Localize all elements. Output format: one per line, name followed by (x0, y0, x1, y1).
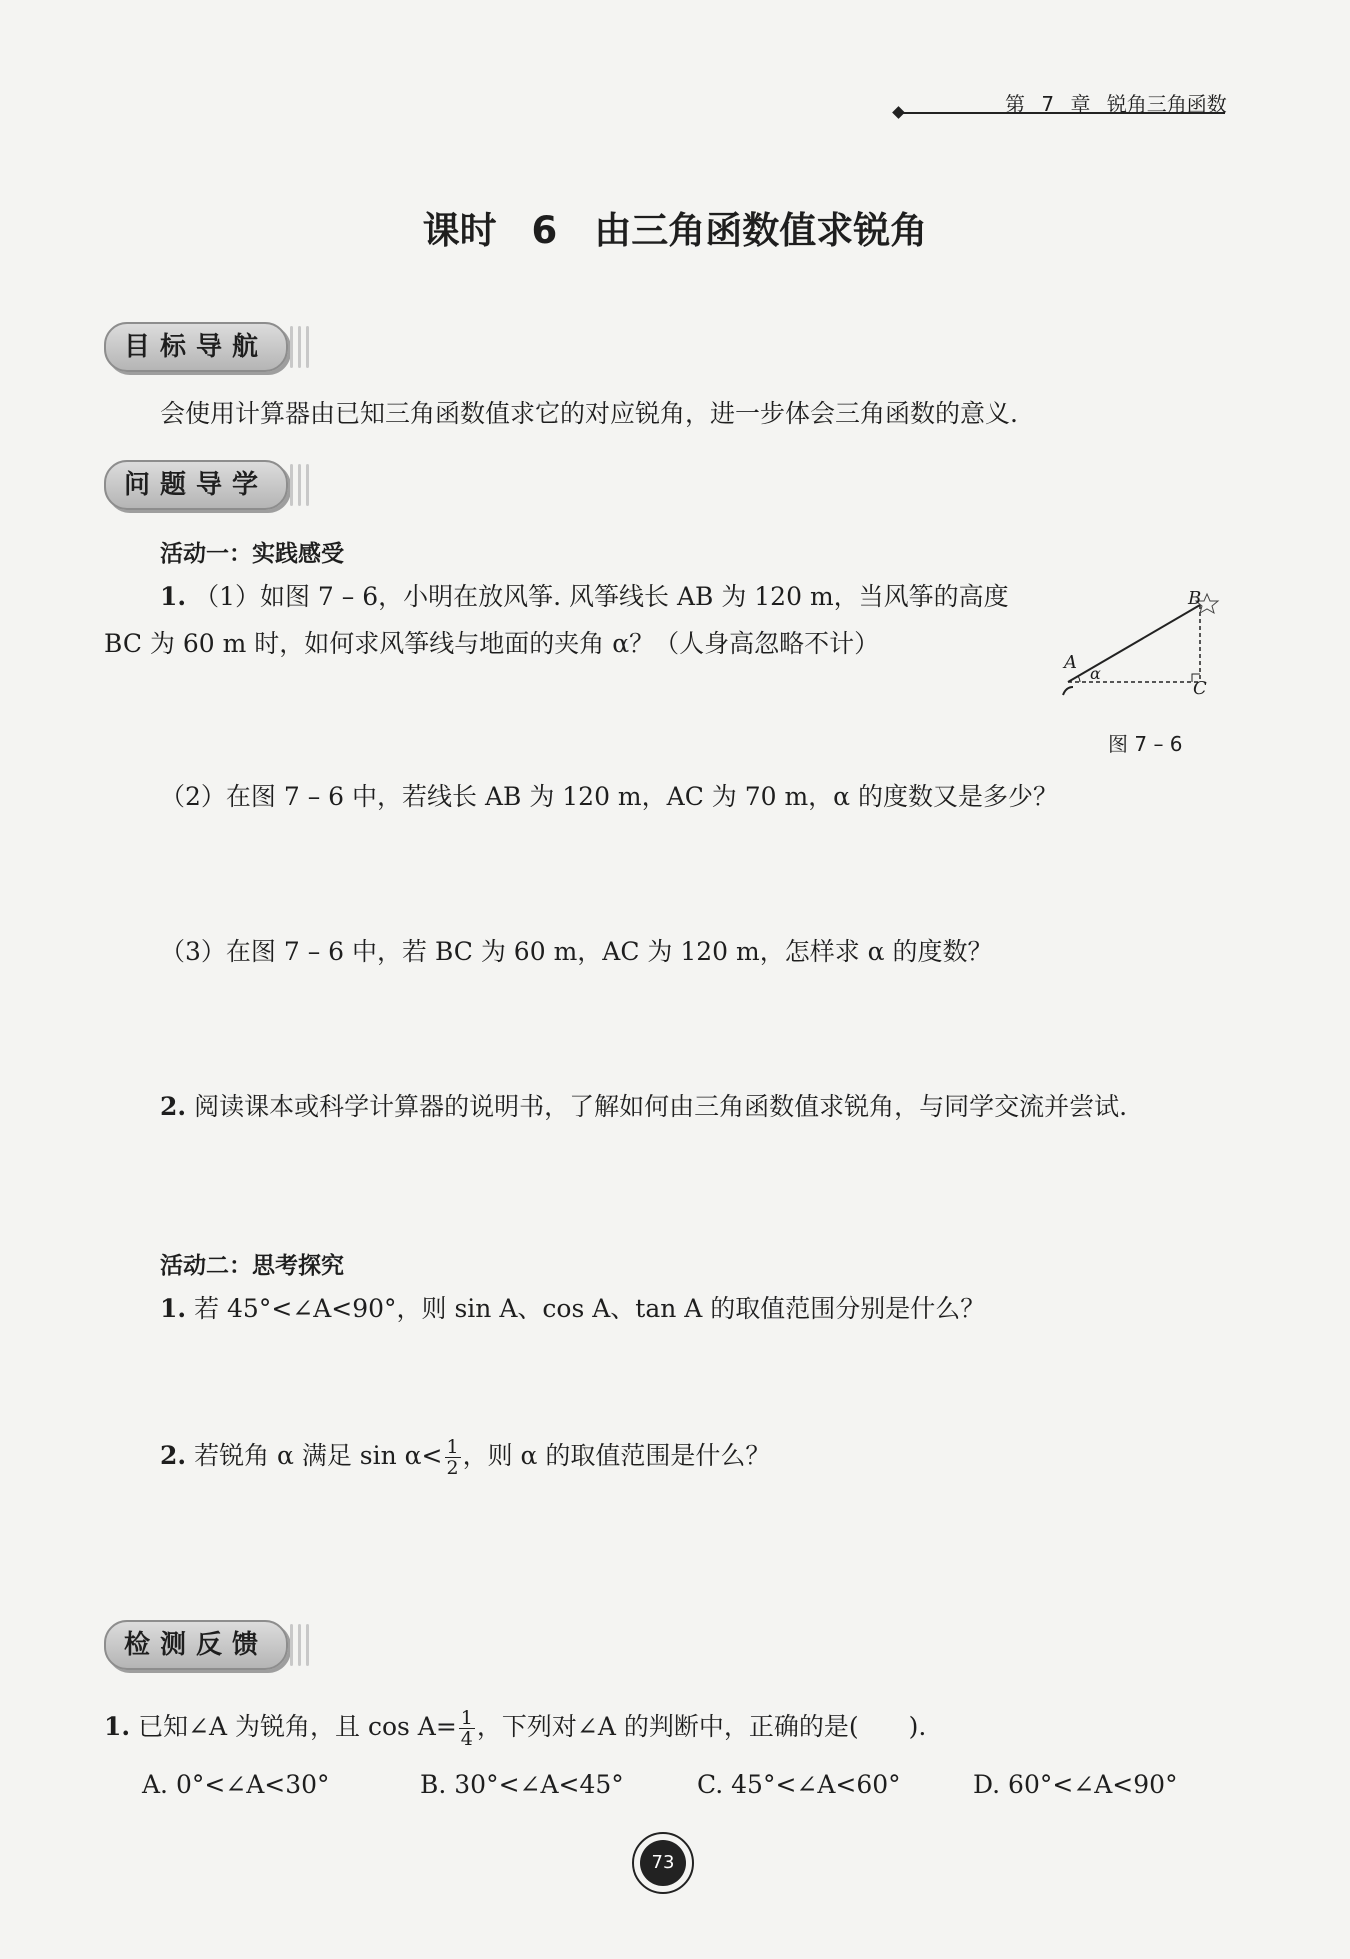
fraction-numerator: 1 (446, 1436, 459, 1458)
question-text: 若 45°<∠A<90°，则 sin A、cos A、tan A 的取值范围分别是什么？ (194, 1294, 986, 1323)
activity1-heading: 活动一：实践感受 (160, 541, 344, 567)
activity2-heading: 活动二：思考探究 (160, 1253, 344, 1279)
question-number: 2. (160, 1092, 187, 1121)
question-text-post: ，则 α 的取值范围是什么？ (462, 1441, 771, 1470)
activity1-q1-line1 (160, 580, 1009, 614)
option-c: C. 45°<∠A<60° (697, 1770, 901, 1799)
question-number: 1. (160, 582, 187, 611)
page-title: 课时 6 由三角函数值求锐角 (422, 209, 928, 252)
feedback-q1 (104, 1708, 926, 1749)
activity1-q1-part2: （2）在图 7 – 6 中，若线长 AB 为 120 m，AC 为 70 m，α 的度数又是多少？ (160, 782, 1059, 811)
option-a: A. 0°<∠A<30° (142, 1770, 330, 1799)
question-number: 1. (104, 1712, 131, 1741)
figure-label-b: B (1188, 588, 1202, 609)
question-text-pre: 已知∠A 为锐角，且 cos A= (138, 1712, 457, 1741)
option-d: D. 60°<∠A<90° (973, 1770, 1178, 1799)
header-chapter: 第 7 章 (1005, 92, 1091, 116)
question-text-pre: 若锐角 α 满足 sin α< (194, 1441, 443, 1470)
section-badge-questions: 问题导学 (104, 460, 288, 510)
activity2-q1 (160, 1292, 985, 1326)
fraction-one-quarter (459, 1708, 475, 1749)
badge-stripes-decoration (288, 324, 318, 370)
figure-label-c: C (1193, 678, 1207, 699)
goals-text: 会使用计算器由已知三角函数值求它的对应锐角，进一步体会三角函数的意义. (160, 399, 1018, 428)
running-header (1005, 88, 1227, 117)
section-badge-feedback: 检测反馈 (104, 1620, 288, 1670)
question-text-post: ，下列对∠A 的判断中，正确的是( ). (476, 1712, 927, 1741)
activity1-q1-line2: BC 为 60 m 时，如何求风筝线与地面的夹角 α？（人身高忽略不计） (104, 629, 880, 658)
header-chapter-title: 锐角三角函数 (1106, 92, 1227, 116)
fraction-one-half (445, 1437, 461, 1478)
badge-stripes-decoration (288, 462, 318, 508)
fraction-denominator: 4 (460, 1728, 473, 1750)
figure-caption: 图 7 – 6 (1108, 732, 1183, 756)
question-text: 阅读课本或科学计算器的说明书，了解如何由三角函数值求锐角，与同学交流并尝试. (194, 1092, 1128, 1121)
question-number: 2. (160, 1441, 187, 1470)
question-text: （1）如图 7 – 6，小明在放风筝. 风筝线长 AB 为 120 m，当风筝的高度 (194, 582, 1009, 611)
page-number: 73 (640, 1840, 686, 1886)
figure-label-alpha: α (1090, 664, 1101, 683)
fraction-denominator: 2 (446, 1457, 459, 1479)
activity2-q2 (160, 1437, 770, 1478)
figure-label-a: A (1064, 652, 1077, 673)
badge-stripes-decoration (288, 1622, 318, 1668)
activity1-q1-part3: （3）在图 7 – 6 中，若 BC 为 60 m，AC 为 120 m，怎样求 α 的度数？ (160, 937, 993, 966)
fraction-numerator: 1 (460, 1707, 473, 1729)
section-badge-goals: 目标导航 (104, 322, 288, 372)
activity1-q2 (160, 1090, 1127, 1124)
question-number: 1. (160, 1294, 187, 1323)
option-b: B. 30°<∠A<45° (420, 1770, 624, 1799)
